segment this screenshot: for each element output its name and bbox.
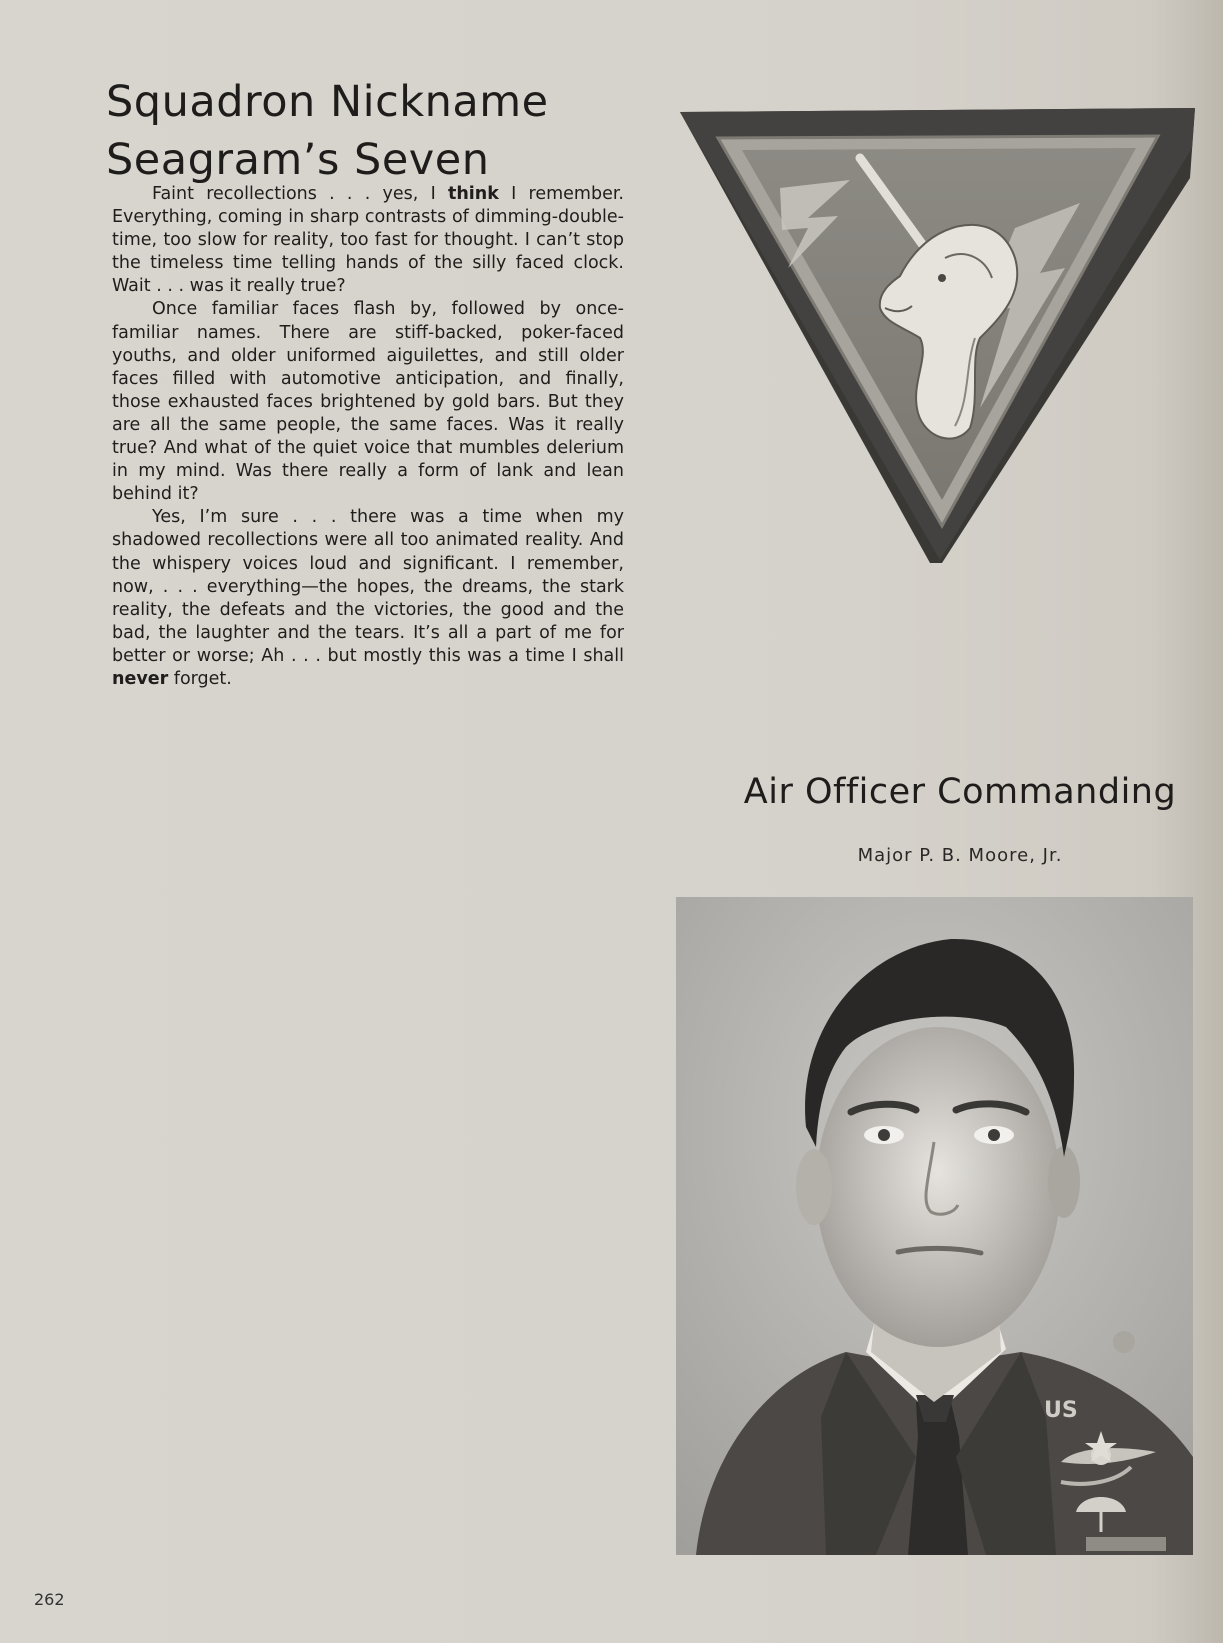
emphasis-think: think	[447, 184, 499, 204]
paragraph-3-text-c: forget.	[168, 668, 232, 689]
article-body	[112, 183, 624, 691]
page-number: 262	[34, 1590, 65, 1609]
us-insignia: US	[1044, 1398, 1078, 1423]
aoc-name: Major P. B. Moore, Jr.	[857, 845, 1063, 866]
title-line-2: Seagram’s Seven	[106, 134, 490, 185]
title-line-1: Squadron Nickname	[106, 76, 549, 127]
article-paragraph-3	[112, 506, 624, 691]
emphasis-never: never	[112, 668, 169, 689]
squadron-patch-image	[680, 108, 1195, 563]
face	[816, 1027, 1060, 1347]
paragraph-3-text-a: Yes, I’m sure . . . there was a time when my shadowed recollections were all too animated reality. And the whispery voices loud and significant. I remember, now, . . . everything—the hopes, the dreams, the stark reality, the defeats and the victories, the good and the bad, the laughter and the tears. It’s all a part of me for better or worse; Ah . . . but mostly this was a time I shall	[112, 507, 624, 666]
paragraph-1-text-a: Faint recollections . . . yes, I	[152, 184, 448, 204]
article-paragraph-1	[112, 183, 624, 298]
page-title	[106, 73, 549, 189]
aoc-heading: Air Officer Commanding	[743, 772, 1177, 812]
officer-portrait-photo	[676, 897, 1193, 1555]
collar-button	[1113, 1331, 1135, 1353]
ribbon-bar	[1086, 1537, 1166, 1551]
article-paragraph-2: Once familiar faces flash by, followed by once-familiar names. There are stiff-backed, poker-faced youths, and older uniformed aiguilettes, and still older faces filled with automotive anticipation, and finally, those exhausted faces brightened by gold bars. But they are all the same people, the same faces. Was it really true? And what of the quiet voice that mumbles delerium in my mind. Was there really a form of lank and lean behind it?	[112, 299, 624, 505]
paragraph-1-text-c: I remember. Everything, coming in sharp contrasts of dimming-double-time, too slow for reality, too fast for thought. I can’t stop the timeless time telling hands of the silly faced clock. Wait . . . was it really true?	[112, 184, 624, 297]
